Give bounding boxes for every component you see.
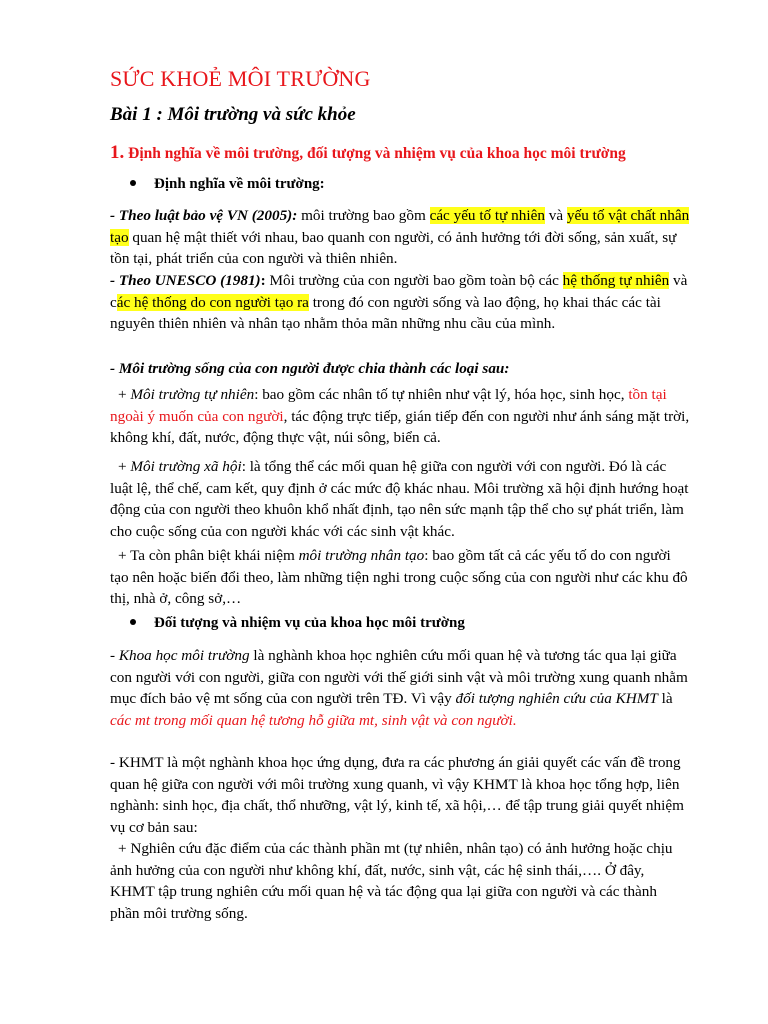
bullet-objectives <box>130 615 465 632</box>
highlight-text: yếu tố vật chất nhân tạo <box>110 207 690 246</box>
para-text: : là tổng thể các mối quan hệ giữa con người với con người. Đó là các luật lệ, thể chế, cam kết, quy định ở các mức độ khác nhau. Môi trường xã hội định hướng hoạt động của con người theo khuôn khổ nhất định, tạo nên sức mạnh tập thể cho sự phát triển, làm cho cuộc sống của con người khác với các sinh vật khác. <box>110 458 689 540</box>
section-title: Định nghĩa về môi trường, đối tượng và nhiệm vụ của khoa học môi trường <box>128 145 626 162</box>
red-text: tồn tại ngoài ý muốn của con người <box>110 386 667 425</box>
paragraph-unesco-definition <box>110 270 690 335</box>
para-italic: Môi trường tự nhiên <box>130 386 255 403</box>
paragraph-applied-science: - KHMT là một nghành khoa học ứng dụng, đưa ra các phương án giải quyết các vấn đề trong quan hệ giữa con người với môi trường xung quanh, vì vậy KHMT là khoa học tổng hợp, liên nghành: sinh học, địa chất, thổ nhưỡng, vật lý, kinh tế, xã hội,… để tập trung giải quyết nhiệm vụ cơ bản sau: <box>110 754 684 836</box>
para-lead: - Khoa học môi trường <box>110 647 250 664</box>
para-lead: + Ta còn phân biệt khái niệm <box>118 547 299 564</box>
para-colon: : <box>260 272 266 289</box>
paragraph-classification: - Môi trường sống của con người được chia thành các loại sau: <box>110 360 510 377</box>
para-italic: Môi trường xã hội <box>130 458 242 475</box>
para-text: là <box>657 690 673 707</box>
red-text: các mt trong mối quan hệ tương hỗ giữa mt, sinh vật và con người. <box>110 711 517 729</box>
para-text: : bao gồm tất cả các yếu tố do con người tạo nên hoặc biến đổi theo, làm những tiện nghi trong cuộc sống của con người như các khu đô thị, nhà ở, công sở,… <box>110 547 688 607</box>
para-lead: - Theo UNESCO (1981) <box>110 272 261 289</box>
highlight-text: ác hệ thống do con người tạo ra <box>116 293 309 311</box>
document-title: SỨC KHOẺ MÔI TRƯỜNG <box>110 66 371 91</box>
para-text: môi trường bao gồm <box>297 207 430 224</box>
paragraph-natural-env <box>110 384 690 449</box>
para-lead: + <box>118 458 131 475</box>
para-text: quan hệ mật thiết với nhau, bao quanh con người, có ảnh hưởng tới đời sống, sản xuất, sự tồn tại, phát triển của con người và thiên nhiên. <box>110 228 677 267</box>
para-italic: đối tượng nghiên cứu của KHMT <box>455 690 658 707</box>
para-text: , tác động trực tiếp, gián tiếp đến con người như ánh sáng mặt trời, không khí, đất, nước, động thực vật, núi sông, biển cả. <box>110 407 690 446</box>
para-text: : bao gồm các nhân tố tự nhiên như vật lý, hóa học, sinh học, <box>254 386 629 403</box>
para-text: và <box>544 207 567 224</box>
para-text: Môi trường của con người bao gồm toàn bộ các <box>265 272 563 289</box>
paragraph-law-definition <box>110 205 690 270</box>
bullet-text: Định nghĩa về môi trường: <box>154 176 325 192</box>
bullet-text: Đối tượng và nhiệm vụ của khoa học môi trường <box>154 615 465 631</box>
para-text: là nghành khoa học nghiên cứu mối quan hệ và tương tác qua lại giữa con người với con người, giữa con người với thế giới sinh vật và môi trường xung quanh nhằm mục đích bảo vệ mt sống của con người trên TĐ. Vì vậy <box>110 647 688 707</box>
para-text: trong đó con người sống và lao động, họ khai thác các tài nguyên thiên nhiên và nhân tạo nhằm thỏa mãn những nhu cầu của mình. <box>110 293 661 332</box>
para-lead: + <box>118 386 131 403</box>
bullet-dot-icon <box>130 180 136 186</box>
bullet-definition <box>130 176 325 193</box>
paragraph-env-science <box>110 645 690 731</box>
para-lead: - Theo luật bảo vệ VN (2005): <box>110 207 298 224</box>
paragraph-social-env <box>110 456 690 542</box>
highlight-text: các yếu tố tự nhiên <box>429 207 545 224</box>
section-heading <box>110 142 626 164</box>
para-italic: môi trường nhân tạo <box>298 547 425 564</box>
highlight-text: hệ thống tự nhiên <box>562 272 670 289</box>
paragraph-artificial-env <box>110 545 690 610</box>
lesson-heading: Bài 1 : Môi trường và sức khỏe <box>110 104 356 125</box>
para-text: và c <box>110 272 688 311</box>
bullet-dot-icon <box>130 619 136 625</box>
section-number: 1. <box>110 142 125 163</box>
paragraph-research-tasks: + Nghiên cứu đặc điểm của các thành phần mt (tự nhiên, nhân tạo) có ảnh hưởng hoặc chịu ảnh hưởng của con người như không khí, đất, nước, sinh vật, các hệ sinh thái,…. Ở đây, KHMT tập trung nghiên cứu mối quan hệ và tác động qua lại giữa con người và các thành phần môi trường sống. <box>110 840 673 922</box>
